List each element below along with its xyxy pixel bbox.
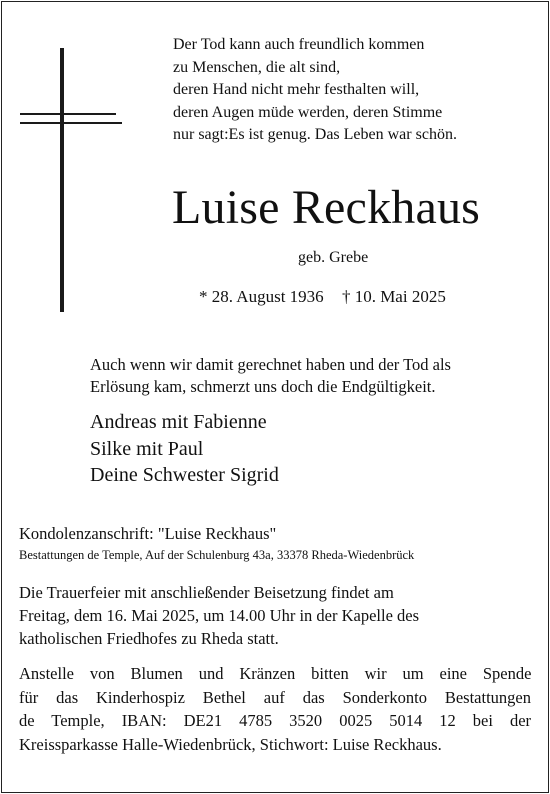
- funeral-info: [19, 581, 531, 650]
- mourning-sentence: [90, 354, 540, 398]
- condolence-title: Kondolenzanschrift: "Luise Reckhaus": [19, 524, 277, 543]
- mourner: Silke mit Paul: [90, 437, 204, 460]
- donation-line: de Temple, IBAN: DE21 4785 3520 0025 5014 12 bei der: [19, 711, 532, 730]
- poem-line: nur sagt:Es ist genug. Das Leben war schön.: [173, 126, 457, 143]
- poem-line: zu Menschen, die alt sind,: [173, 58, 341, 76]
- funeral-line: Freitag, dem 16. Mai 2025, um 14.00 Uhr in der Kapelle des: [19, 606, 420, 625]
- birth-date: * 28. August 1936: [199, 287, 324, 306]
- donation-line: Kreissparkasse Halle-Wiedenbrück, Stichwort: Luise Reckhaus.: [19, 734, 442, 754]
- mourner: Deine Schwester Sigrid: [90, 464, 279, 486]
- maiden-name: geb. Grebe: [298, 249, 369, 266]
- poem-line: Der Tod kann auch freundlich kommen: [173, 36, 425, 53]
- cross-vertical-bar: [60, 48, 64, 312]
- cross-horizontal-bar-upper: [20, 113, 116, 115]
- life-dates: [199, 286, 446, 308]
- funeral-line: katholischen Friedhofes zu Rheda statt.: [19, 629, 279, 648]
- deceased-name: Luise Reckhaus: [172, 181, 481, 234]
- sentence-line: Erlösung kam, schmerzt uns doch die Endgültigkeit.: [90, 377, 436, 396]
- funeral-line: Die Trauerfeier mit anschließender Beisetzung findet am: [19, 583, 394, 602]
- death-date: † 10. Mai 2025: [341, 287, 446, 306]
- poem-line: deren Augen müde werden, deren Stimme: [173, 103, 443, 121]
- sentence-line: Auch wenn wir damit gerechnet haben und der Tod als: [90, 355, 451, 374]
- mourners-list: [90, 409, 279, 489]
- donation-line: Anstelle von Blumen und Kränzen bitten wir um eine Spende: [19, 664, 532, 683]
- donation-info: [19, 662, 531, 756]
- mourner: Andreas mit Fabienne: [90, 411, 267, 433]
- poem: [173, 34, 543, 147]
- poem-line: deren Hand nicht mehr festhalten will,: [173, 81, 420, 98]
- cross-horizontal-bar-lower: [20, 122, 122, 124]
- condolence-address: Bestattungen de Temple, Auf der Schulenburg 43a, 33378 Rheda-Wiedenbrück: [19, 548, 415, 562]
- donation-line: für das Kinderhospiz Bethel auf das Sonderkonto Bestattungen: [19, 687, 531, 707]
